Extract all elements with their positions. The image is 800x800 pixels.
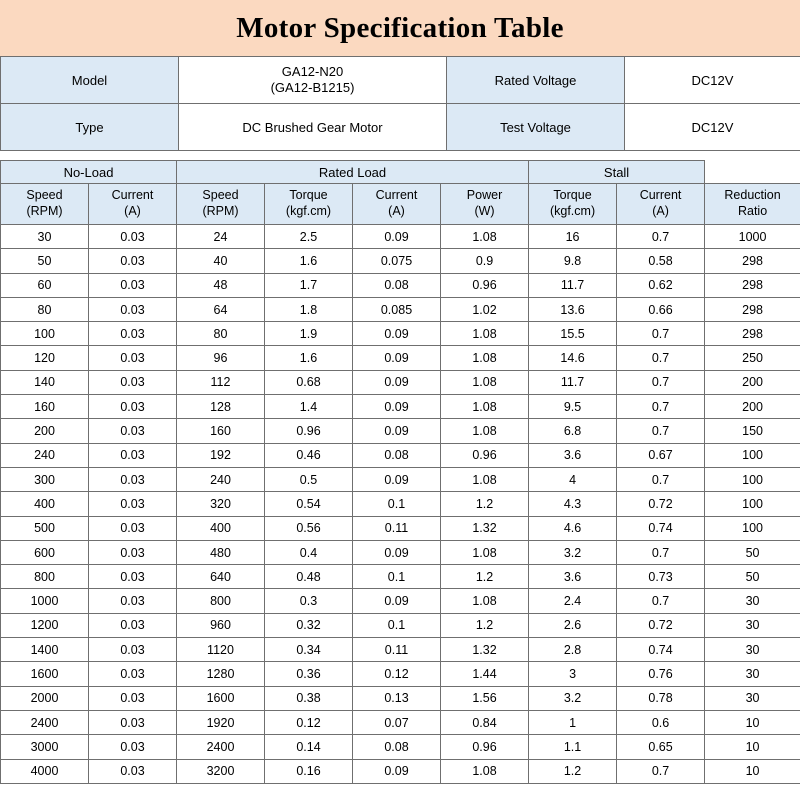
table-cell: 2.5 bbox=[265, 225, 353, 249]
table-cell: 3 bbox=[529, 662, 617, 686]
table-row bbox=[1, 589, 800, 613]
table-cell: 960 bbox=[177, 613, 265, 637]
spec-label-rated-voltage: Rated Voltage bbox=[447, 57, 625, 104]
table-cell: 0.09 bbox=[353, 225, 441, 249]
spec-label-test-voltage: Test Voltage bbox=[447, 104, 625, 151]
table-cell: 100 bbox=[705, 516, 800, 540]
table-cell: 0.12 bbox=[353, 662, 441, 686]
table-cell: 0.76 bbox=[617, 662, 705, 686]
table-cell: 0.03 bbox=[89, 395, 177, 419]
table-cell: 0.11 bbox=[353, 516, 441, 540]
table-cell: 3.6 bbox=[529, 565, 617, 589]
table-cell: 80 bbox=[1, 297, 89, 321]
table-cell: 10 bbox=[705, 735, 800, 759]
table-cell: 0.09 bbox=[353, 346, 441, 370]
table-cell: 4000 bbox=[1, 759, 89, 783]
table-cell: 0.03 bbox=[89, 273, 177, 297]
table-cell: 1200 bbox=[1, 613, 89, 637]
table-cell: 1 bbox=[529, 710, 617, 734]
table-cell: 0.09 bbox=[353, 759, 441, 783]
table-cell: 128 bbox=[177, 395, 265, 419]
spec-value-model-line2: (GA12-B1215) bbox=[270, 80, 355, 95]
table-cell: 2000 bbox=[1, 686, 89, 710]
table-cell: 0.03 bbox=[89, 322, 177, 346]
table-row bbox=[1, 565, 800, 589]
table-cell: 0.03 bbox=[89, 225, 177, 249]
table-cell: 0.56 bbox=[265, 516, 353, 540]
table-cell: 0.03 bbox=[89, 443, 177, 467]
table-cell: 1.08 bbox=[441, 540, 529, 564]
column-header-cell: Torque (kgf.cm) bbox=[265, 184, 353, 225]
table-row bbox=[1, 759, 800, 783]
table-cell: 0.03 bbox=[89, 492, 177, 516]
table-cell: 0.7 bbox=[617, 346, 705, 370]
table-cell: 100 bbox=[1, 322, 89, 346]
table-cell: 50 bbox=[705, 565, 800, 589]
table-cell: 192 bbox=[177, 443, 265, 467]
column-header-cell: Power (W) bbox=[441, 184, 529, 225]
table-row bbox=[1, 613, 800, 637]
table-cell: 40 bbox=[177, 249, 265, 273]
table-cell: 0.1 bbox=[353, 565, 441, 589]
table-cell: 1.08 bbox=[441, 419, 529, 443]
table-cell: 0.73 bbox=[617, 565, 705, 589]
table-row bbox=[1, 322, 800, 346]
table-cell: 0.96 bbox=[265, 419, 353, 443]
table-cell: 3.6 bbox=[529, 443, 617, 467]
table-cell: 1.6 bbox=[265, 346, 353, 370]
table-cell: 15.5 bbox=[529, 322, 617, 346]
table-cell: 0.54 bbox=[265, 492, 353, 516]
table-cell: 0.03 bbox=[89, 565, 177, 589]
table-cell: 4.3 bbox=[529, 492, 617, 516]
table-cell: 0.7 bbox=[617, 467, 705, 491]
motor-data-table bbox=[0, 160, 800, 784]
table-cell: 0.1 bbox=[353, 492, 441, 516]
table-cell: 2400 bbox=[1, 710, 89, 734]
table-cell: 0.09 bbox=[353, 370, 441, 394]
table-cell: 1.08 bbox=[441, 589, 529, 613]
table-cell: 1.08 bbox=[441, 225, 529, 249]
table-cell: 480 bbox=[177, 540, 265, 564]
table-cell: 200 bbox=[1, 419, 89, 443]
table-cell: 0.4 bbox=[265, 540, 353, 564]
table-cell: 0.1 bbox=[353, 613, 441, 637]
table-cell: 0.3 bbox=[265, 589, 353, 613]
table-cell: 0.07 bbox=[353, 710, 441, 734]
table-cell: 0.03 bbox=[89, 467, 177, 491]
table-cell: 0.085 bbox=[353, 297, 441, 321]
table-cell: 10 bbox=[705, 759, 800, 783]
table-cell: 1.08 bbox=[441, 759, 529, 783]
table-cell: 0.7 bbox=[617, 395, 705, 419]
table-cell: 3200 bbox=[177, 759, 265, 783]
table-cell: 9.8 bbox=[529, 249, 617, 273]
table-cell: 0.58 bbox=[617, 249, 705, 273]
table-cell: 160 bbox=[1, 395, 89, 419]
table-row bbox=[1, 395, 800, 419]
table-cell: 160 bbox=[177, 419, 265, 443]
table-cell: 10 bbox=[705, 710, 800, 734]
table-cell: 0.6 bbox=[617, 710, 705, 734]
table-cell: 0.11 bbox=[353, 638, 441, 662]
table-cell: 0.03 bbox=[89, 686, 177, 710]
table-cell: 0.03 bbox=[89, 759, 177, 783]
table-cell: 0.03 bbox=[89, 516, 177, 540]
table-row bbox=[1, 686, 800, 710]
table-cell: 1.56 bbox=[441, 686, 529, 710]
table-cell: 0.03 bbox=[89, 370, 177, 394]
group-header-cell: Stall bbox=[529, 161, 705, 184]
group-header-cell bbox=[705, 161, 800, 184]
table-cell: 11.7 bbox=[529, 273, 617, 297]
table-cell: 4.6 bbox=[529, 516, 617, 540]
table-cell: 0.14 bbox=[265, 735, 353, 759]
table-cell: 50 bbox=[705, 540, 800, 564]
table-cell: 1000 bbox=[705, 225, 800, 249]
column-header-cell: Reduction Ratio bbox=[705, 184, 800, 225]
table-cell: 1280 bbox=[177, 662, 265, 686]
group-header-cell: Rated Load bbox=[177, 161, 529, 184]
spec-header-table bbox=[0, 56, 800, 151]
column-header-cell: Current (A) bbox=[353, 184, 441, 225]
table-cell: 320 bbox=[177, 492, 265, 516]
table-cell: 1920 bbox=[177, 710, 265, 734]
table-cell: 1600 bbox=[1, 662, 89, 686]
table-cell: 0.03 bbox=[89, 540, 177, 564]
table-cell: 30 bbox=[705, 613, 800, 637]
table-cell: 0.16 bbox=[265, 759, 353, 783]
table-row bbox=[1, 467, 800, 491]
table-cell: 0.03 bbox=[89, 346, 177, 370]
table-cell: 1400 bbox=[1, 638, 89, 662]
spec-value-rated-voltage: DC12V bbox=[625, 57, 800, 104]
table-cell: 80 bbox=[177, 322, 265, 346]
table-cell: 0.9 bbox=[441, 249, 529, 273]
table-cell: 60 bbox=[1, 273, 89, 297]
table-cell: 0.03 bbox=[89, 297, 177, 321]
table-cell: 0.13 bbox=[353, 686, 441, 710]
table-cell: 298 bbox=[705, 297, 800, 321]
table-cell: 0.03 bbox=[89, 419, 177, 443]
table-cell: 4 bbox=[529, 467, 617, 491]
table-row bbox=[1, 249, 800, 273]
table-cell: 1.32 bbox=[441, 516, 529, 540]
table-cell: 0.66 bbox=[617, 297, 705, 321]
column-header-cell: Torque (kgf.cm) bbox=[529, 184, 617, 225]
table-cell: 24 bbox=[177, 225, 265, 249]
table-cell: 1.2 bbox=[441, 565, 529, 589]
table-cell: 9.5 bbox=[529, 395, 617, 419]
table-cell: 0.12 bbox=[265, 710, 353, 734]
table-cell: 0.08 bbox=[353, 443, 441, 467]
spec-row-type bbox=[1, 104, 800, 151]
table-cell: 250 bbox=[705, 346, 800, 370]
table-cell: 0.38 bbox=[265, 686, 353, 710]
table-cell: 48 bbox=[177, 273, 265, 297]
table-cell: 112 bbox=[177, 370, 265, 394]
table-cell: 500 bbox=[1, 516, 89, 540]
table-column-header-row bbox=[1, 184, 800, 225]
spec-row-model bbox=[1, 57, 800, 104]
table-row bbox=[1, 443, 800, 467]
table-cell: 1.8 bbox=[265, 297, 353, 321]
table-cell: 2.8 bbox=[529, 638, 617, 662]
table-cell: 1600 bbox=[177, 686, 265, 710]
table-cell: 0.09 bbox=[353, 467, 441, 491]
table-cell: 200 bbox=[705, 370, 800, 394]
table-cell: 0.7 bbox=[617, 225, 705, 249]
table-cell: 120 bbox=[1, 346, 89, 370]
table-cell: 1.08 bbox=[441, 370, 529, 394]
column-header-cell: Speed (RPM) bbox=[177, 184, 265, 225]
table-cell: 0.08 bbox=[353, 735, 441, 759]
table-cell: 3.2 bbox=[529, 686, 617, 710]
table-cell: 0.03 bbox=[89, 638, 177, 662]
table-cell: 0.96 bbox=[441, 443, 529, 467]
table-cell: 0.68 bbox=[265, 370, 353, 394]
table-cell: 16 bbox=[529, 225, 617, 249]
table-cell: 30 bbox=[705, 589, 800, 613]
table-row bbox=[1, 370, 800, 394]
table-cell: 0.03 bbox=[89, 735, 177, 759]
table-cell: 1.6 bbox=[265, 249, 353, 273]
table-cell: 1.2 bbox=[529, 759, 617, 783]
spec-value-type: DC Brushed Gear Motor bbox=[179, 104, 447, 151]
table-cell: 0.09 bbox=[353, 322, 441, 346]
table-cell: 0.72 bbox=[617, 492, 705, 516]
table-cell: 300 bbox=[1, 467, 89, 491]
table-cell: 3000 bbox=[1, 735, 89, 759]
table-cell: 0.62 bbox=[617, 273, 705, 297]
table-cell: 96 bbox=[177, 346, 265, 370]
column-header-cell: Current (A) bbox=[89, 184, 177, 225]
table-cell: 2.4 bbox=[529, 589, 617, 613]
table-cell: 800 bbox=[177, 589, 265, 613]
table-cell: 0.7 bbox=[617, 370, 705, 394]
table-cell: 0.08 bbox=[353, 273, 441, 297]
table-cell: 1.08 bbox=[441, 322, 529, 346]
table-row bbox=[1, 225, 800, 249]
table-cell: 1.2 bbox=[441, 492, 529, 516]
table-cell: 298 bbox=[705, 322, 800, 346]
table-cell: 1000 bbox=[1, 589, 89, 613]
table-cell: 1.7 bbox=[265, 273, 353, 297]
table-cell: 600 bbox=[1, 540, 89, 564]
table-cell: 3.2 bbox=[529, 540, 617, 564]
table-cell: 13.6 bbox=[529, 297, 617, 321]
table-cell: 0.03 bbox=[89, 613, 177, 637]
table-row bbox=[1, 492, 800, 516]
table-cell: 11.7 bbox=[529, 370, 617, 394]
table-cell: 6.8 bbox=[529, 419, 617, 443]
table-row bbox=[1, 273, 800, 297]
table-cell: 1.08 bbox=[441, 467, 529, 491]
table-cell: 0.78 bbox=[617, 686, 705, 710]
table-cell: 0.65 bbox=[617, 735, 705, 759]
table-cell: 0.96 bbox=[441, 273, 529, 297]
table-cell: 0.7 bbox=[617, 589, 705, 613]
table-row bbox=[1, 297, 800, 321]
page-title: Motor Specification Table bbox=[1, 1, 800, 56]
column-header-cell: Current (A) bbox=[617, 184, 705, 225]
table-cell: 0.74 bbox=[617, 638, 705, 662]
table-cell: 2.6 bbox=[529, 613, 617, 637]
table-cell: 400 bbox=[1, 492, 89, 516]
table-cell: 0.7 bbox=[617, 540, 705, 564]
spec-label-type: Type bbox=[1, 104, 179, 151]
table-cell: 0.7 bbox=[617, 419, 705, 443]
table-cell: 0.36 bbox=[265, 662, 353, 686]
table-cell: 50 bbox=[1, 249, 89, 273]
table-cell: 0.09 bbox=[353, 395, 441, 419]
table-cell: 1.44 bbox=[441, 662, 529, 686]
table-row bbox=[1, 662, 800, 686]
table-cell: 1.08 bbox=[441, 395, 529, 419]
table-cell: 100 bbox=[705, 492, 800, 516]
table-cell: 0.075 bbox=[353, 249, 441, 273]
table-row bbox=[1, 419, 800, 443]
table-cell: 0.32 bbox=[265, 613, 353, 637]
column-header-cell: Speed (RPM) bbox=[1, 184, 89, 225]
table-cell: 800 bbox=[1, 565, 89, 589]
table-cell: 1.32 bbox=[441, 638, 529, 662]
table-cell: 0.7 bbox=[617, 322, 705, 346]
table-cell: 1.08 bbox=[441, 346, 529, 370]
table-cell: 30 bbox=[705, 686, 800, 710]
table-cell: 0.09 bbox=[353, 589, 441, 613]
table-cell: 0.03 bbox=[89, 662, 177, 686]
table-cell: 1.2 bbox=[441, 613, 529, 637]
table-cell: 0.5 bbox=[265, 467, 353, 491]
table-cell: 0.74 bbox=[617, 516, 705, 540]
table-cell: 240 bbox=[177, 467, 265, 491]
table-cell: 30 bbox=[1, 225, 89, 249]
table-cell: 30 bbox=[705, 638, 800, 662]
table-cell: 2400 bbox=[177, 735, 265, 759]
table-cell: 1120 bbox=[177, 638, 265, 662]
table-cell: 0.09 bbox=[353, 419, 441, 443]
table-cell: 64 bbox=[177, 297, 265, 321]
table-cell: 200 bbox=[705, 395, 800, 419]
table-cell: 0.7 bbox=[617, 759, 705, 783]
table-row bbox=[1, 516, 800, 540]
table-cell: 0.34 bbox=[265, 638, 353, 662]
table-cell: 0.96 bbox=[441, 735, 529, 759]
table-cell: 298 bbox=[705, 249, 800, 273]
table-cell: 100 bbox=[705, 443, 800, 467]
table-row bbox=[1, 346, 800, 370]
group-header-cell: No-Load bbox=[1, 161, 177, 184]
table-cell: 30 bbox=[705, 662, 800, 686]
table-cell: 298 bbox=[705, 273, 800, 297]
spec-label-model: Model bbox=[1, 57, 179, 104]
table-cell: 1.9 bbox=[265, 322, 353, 346]
spacer bbox=[0, 151, 800, 160]
table-cell: 0.09 bbox=[353, 540, 441, 564]
table-cell: 0.67 bbox=[617, 443, 705, 467]
table-cell: 0.03 bbox=[89, 710, 177, 734]
title-banner bbox=[0, 0, 800, 56]
table-cell: 1.1 bbox=[529, 735, 617, 759]
table-cell: 0.03 bbox=[89, 249, 177, 273]
table-cell: 1.4 bbox=[265, 395, 353, 419]
table-cell: 0.48 bbox=[265, 565, 353, 589]
table-row bbox=[1, 710, 800, 734]
spec-value-test-voltage: DC12V bbox=[625, 104, 800, 151]
table-row bbox=[1, 540, 800, 564]
table-cell: 1.02 bbox=[441, 297, 529, 321]
table-cell: 0.03 bbox=[89, 589, 177, 613]
table-cell: 14.6 bbox=[529, 346, 617, 370]
table-cell: 0.72 bbox=[617, 613, 705, 637]
table-cell: 640 bbox=[177, 565, 265, 589]
table-cell: 100 bbox=[705, 467, 800, 491]
table-cell: 0.46 bbox=[265, 443, 353, 467]
table-group-header-row bbox=[1, 161, 800, 184]
table-cell: 150 bbox=[705, 419, 800, 443]
spec-value-model bbox=[179, 57, 447, 104]
table-cell: 0.84 bbox=[441, 710, 529, 734]
table-row bbox=[1, 735, 800, 759]
table-cell: 240 bbox=[1, 443, 89, 467]
table-cell: 140 bbox=[1, 370, 89, 394]
spec-value-model-line1: GA12-N20 bbox=[281, 63, 344, 79]
table-row bbox=[1, 638, 800, 662]
table-cell: 400 bbox=[177, 516, 265, 540]
